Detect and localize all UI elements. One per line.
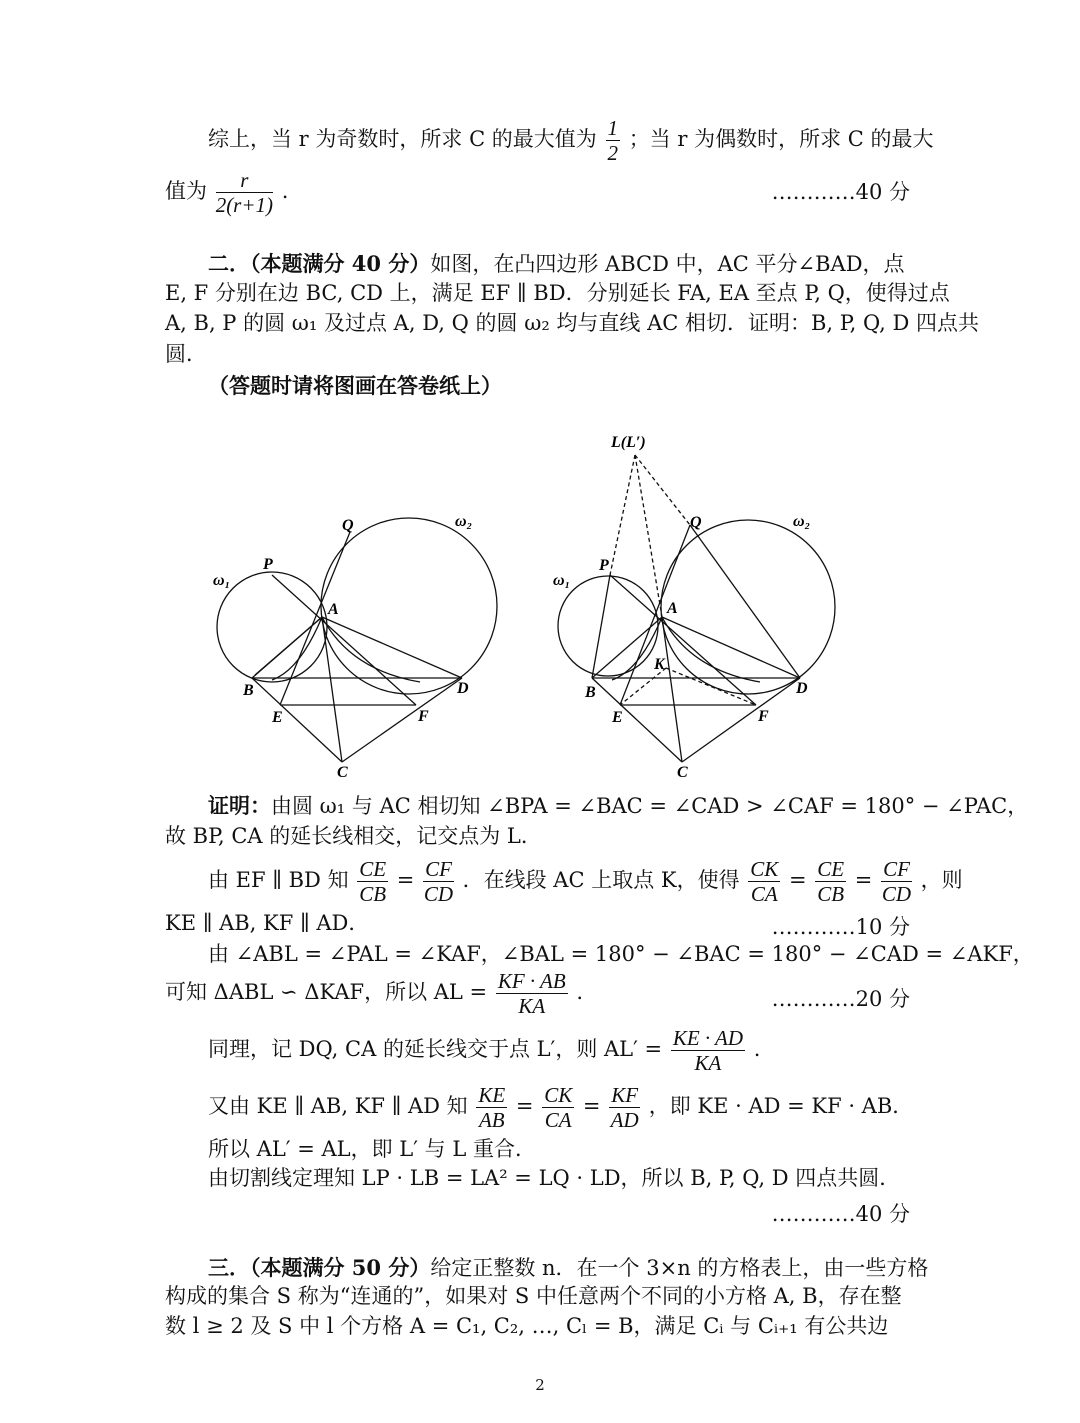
label-B: B (243, 682, 254, 699)
label-P: P (263, 556, 273, 573)
proof-line9: 所以 AL′ = AL，即 L′ 与 L 重合． (208, 1137, 536, 1161)
numerator: CK (750, 857, 779, 881)
fraction-half (606, 116, 621, 165)
denominator: CB (359, 882, 387, 907)
label-Q: Q (342, 517, 354, 534)
label-L: L(L′) (611, 434, 646, 451)
problem2-header: 二．（本题满分 40 分） (208, 251, 431, 276)
problem3-line2: 构成的集合 S 称为“连通的”，如果对 S 中任意两个不同的小方格 A, B，存在整 (165, 1284, 902, 1308)
fraction (748, 857, 780, 906)
text: . (281, 179, 289, 204)
denominator: AD (610, 1108, 639, 1133)
text: 由 EF ∥ BD 知 (208, 868, 349, 893)
denominator: CD (881, 882, 912, 907)
prob1-conclusion-line2 (165, 168, 288, 217)
problem2-line4: 圆． (165, 342, 207, 366)
label-omega1: ω₁ (213, 572, 231, 589)
fraction-r-over (216, 168, 273, 217)
numerator: CE (359, 857, 387, 881)
label-C: C (337, 764, 348, 781)
geometry-figures (200, 425, 850, 790)
label-P-right: P (599, 557, 609, 574)
circle-omega2-right (661, 520, 835, 694)
fraction (496, 969, 568, 1018)
fraction (671, 1026, 745, 1075)
label-D: D (457, 680, 469, 697)
text: ．在线段 AC 上取点 K，使得 (462, 868, 740, 893)
equals: = (582, 1094, 601, 1119)
numerator: CK (544, 1083, 573, 1107)
problem2-line1 (208, 251, 905, 277)
proof-line6 (165, 969, 583, 1018)
equals: = (515, 1094, 534, 1119)
numerator: KE (478, 1083, 506, 1107)
equals: = (396, 868, 415, 893)
text: 由圆 ω₁ 与 AC 相切知 ∠BPA = ∠BAC = ∠CAD > ∠CAF = 180° − ∠PAC， (271, 794, 1029, 818)
proof-line4: KE ∥ AB, KF ∥ AD． (165, 911, 370, 935)
text: 可知 ΔABL ∽ ΔKAF，所以 AL = (165, 980, 488, 1005)
numerator: CF (883, 857, 910, 881)
problem3-header: 三．（本题满分 50 分） (208, 1255, 431, 1280)
score-20: …………20 分 (771, 987, 910, 1011)
proof-line8 (208, 1083, 913, 1132)
denominator: 2 (607, 141, 618, 166)
label-A: A (328, 601, 339, 618)
text: ，则 (920, 868, 963, 893)
circle-omega1-right (558, 576, 658, 676)
denominator: KA (694, 1051, 722, 1076)
text: 又由 KE ∥ AB, KF ∥ AD 知 (208, 1094, 468, 1119)
numerator: CF (425, 857, 452, 881)
label-F-right: F (758, 708, 769, 725)
proof-line5: 由 ∠ABL = ∠PAL = ∠KAF，∠BAL = 180° − ∠BAC = 180° − ∠CAD = ∠AKF， (208, 942, 1034, 966)
label-omega2-right: ω₂ (793, 513, 811, 530)
score-10: …………10 分 (771, 915, 910, 939)
numerator: CE (817, 857, 845, 881)
text: 如图，在凸四边形 ABCD 中，AC 平分∠BAD，点 (430, 252, 905, 276)
numerator: r (216, 168, 273, 193)
text: . (576, 980, 584, 1005)
equals: = (788, 868, 807, 893)
fraction (815, 857, 846, 906)
page-number: 2 (535, 1376, 545, 1394)
text: 值为 (165, 179, 207, 204)
label-D-right: D (796, 680, 808, 697)
label-E-right: E (612, 709, 623, 726)
fraction (881, 857, 912, 906)
text: . (753, 1037, 761, 1062)
denominator: CB (817, 882, 845, 907)
label-C-right: C (677, 764, 688, 781)
text: ；当 r 为偶数时，所求 C 的最大 (628, 127, 934, 152)
problem2-note: （答题时请将图画在答卷纸上） (208, 373, 502, 398)
fraction (542, 1083, 574, 1132)
proof-label: 证明： (208, 793, 271, 818)
label-Q-right: Q (690, 514, 702, 531)
proof-line3 (208, 857, 963, 906)
label-F: F (418, 708, 429, 725)
problem3-line1 (208, 1255, 928, 1281)
text: 综上，当 r 为奇数时，所求 C 的最大值为 (208, 127, 597, 152)
denominator: AB (478, 1108, 505, 1133)
text: ，即 KE · AD = KF · AB． (648, 1094, 914, 1119)
numerator: KF · AB (497, 969, 566, 993)
label-omega2: ω₂ (455, 513, 473, 530)
equals: = (854, 868, 873, 893)
label-B-right: B (585, 684, 596, 701)
score-40-b: …………40 分 (771, 1202, 910, 1226)
problem2-line3: A, B, P 的圆 ω₁ 及过点 A, D, Q 的圆 ω₂ 均与直线 AC 相切．证明：B, P, Q, D 四点共 (165, 311, 980, 335)
proof-line2: 故 BP, CA 的延长线相交，记交点为 L． (165, 824, 542, 848)
problem2-line2: E, F 分别在边 BC, CD 上，满足 EF ∥ BD．分别延长 FA, EA 至点 P, Q，使得过点 (165, 281, 950, 305)
proof-line1 (208, 793, 1028, 819)
fraction (609, 1083, 640, 1132)
fraction (476, 1083, 507, 1132)
denominator: CA (750, 882, 778, 907)
fraction (357, 857, 388, 906)
denominator: 2(r+1) (215, 193, 274, 218)
numerator: 1 (607, 116, 618, 140)
proof-line10: 由切割线定理知 LP · LB = LA² = LQ · LD，所以 B, P, Q, D 四点共圆． (208, 1166, 901, 1190)
label-omega1-right: ω₁ (553, 572, 571, 589)
figure-left (217, 518, 497, 762)
denominator: CA (544, 1108, 572, 1133)
text: 同理，记 DQ, CA 的延长线交于点 L′，则 AL′ = (208, 1037, 663, 1062)
label-K: K (654, 656, 665, 673)
numerator: KF (611, 1083, 639, 1107)
circle-omega2 (321, 518, 497, 694)
text: 给定正整数 n．在一个 3×n 的方格表上，由一些方格 (430, 1256, 929, 1280)
denominator: KA (518, 994, 546, 1019)
problem3-line3: 数 l ≥ 2 及 S 中 l 个方格 A = C₁, C₂, …, Cₗ = B，满足 Cᵢ 与 Cᵢ₊₁ 有公共边 (165, 1314, 889, 1338)
numerator: KE · AD (672, 1026, 744, 1050)
denominator: CD (423, 882, 454, 907)
fraction (423, 857, 454, 906)
score-40-a: …………40 分 (771, 180, 910, 204)
label-A-right: A (667, 600, 678, 617)
prob1-conclusion-line1 (208, 116, 934, 165)
proof-line7 (208, 1026, 760, 1075)
figure-right (558, 455, 835, 762)
label-E: E (272, 709, 283, 726)
